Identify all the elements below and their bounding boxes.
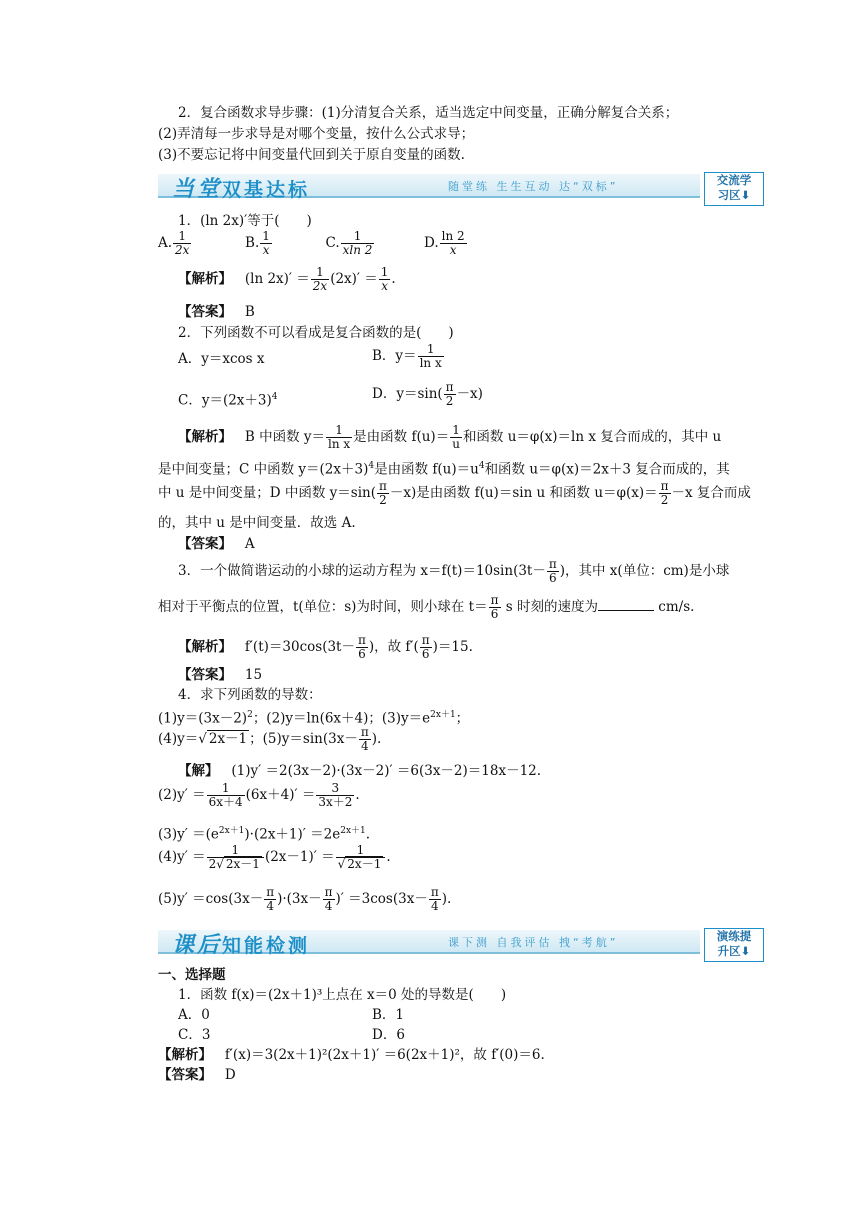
q3-answer: 【答案】 15 (178, 667, 263, 683)
q1-options: A. $\frac{1}{2x}$ B. $\frac{1}{x}$ C. $\frac{1}{xln 2}$ D. $\frac{\ln 2}{x}$ (158, 229, 465, 257)
sec-q1-analysis: 【解析】 f′(x)＝3(2x＋1)²(2x＋1)′ ＝6(2x＋1)²，故 f′(0)＝6. (158, 1047, 545, 1063)
q4-solution-3: $(3)y' =(e^{2x+1})\cdot(2x+1)' =2e^{2x+1}$. (158, 826, 371, 843)
q2-analysis-line-4: 的，其中 u 是中间变量．故选 A. (158, 515, 356, 531)
intro-line-3: (3)不要忘记将中间变量代回到关于原自变量的函数. (158, 147, 465, 163)
q4-solution-2: (2)y′ ＝ $\frac{1}{6x+4}$ (6x＋4)′ ＝ $\frac{3}{3x+2}$ . (158, 781, 360, 809)
section-banner-homework (158, 928, 764, 956)
q3-analysis: 【解析】 f′(t)＝30cos(3t－ $\frac{\pi}{6}$ )，故 f′( $\frac{\pi}{6}$ )＝15. (178, 633, 473, 661)
q2-analysis-line-2: 是中间变量；C 中函数 $y=(2x+3)^4$是由函数 $f(u)=u^4$和函数 u＝φ(x)＝2x＋3 复合而成的，其 (158, 461, 730, 478)
section-heading: 一、选择题 (158, 967, 226, 983)
q4-items-2: (4)y＝√ 2x－1 ；(5)y＝sin(3x－ $\frac{\pi}{4}$ ). (158, 725, 382, 753)
q4-stem: 4．求下列函数的导数： (178, 687, 322, 703)
banner-title: 课后知能检测 (172, 933, 311, 958)
q4-solution-4: (4)y′ ＝ $\frac{1}{2√ 2x-1}$ (2x－1)′ ＝ $\frac{1}{√ 2x-1}$ . (158, 843, 391, 871)
q4-items-1: $(1)y=(3x-2)^2$；(2)y＝ln(6x＋4)；$(3)y=e^{2x+1}$； (158, 710, 470, 727)
q1-answer: 【答案】 B (178, 304, 255, 320)
intro-line-1: 2．复合函数求导步骤：(1)分清复合关系，适当选定中间变量，正确分解复合关系； (178, 105, 679, 121)
sec-q1-option-a: A．0 (178, 1007, 210, 1023)
section-banner-classwork (158, 172, 764, 200)
banner-motto: 课下测 自我评估 拽“考航” (448, 936, 619, 949)
q2-analysis-line-1: 【解析】 B 中函数 y＝ $\frac{1}{\text{ln x}}$ 是由函数 f(u)＝ $\frac{1}{u}$ 和函数 u＝φ(x)＝ln x 复合而成的，其中 u (178, 423, 722, 451)
q2-option-b: B．y＝ $\frac{1}{\text{ln x}}$ (372, 342, 442, 370)
q1-stem: 1．(ln 2x)′等于( ) (178, 213, 312, 229)
q3-stem-line-1: 3．一个做简谐运动的小球的运动方程为 x＝f(t)＝10sin(3t－ $\frac{\pi}{6}$ )，其中 x(单位：cm)是小球 (178, 557, 730, 585)
q2-stem: 2．下列函数不可以看成是复合函数的是( ) (178, 325, 454, 341)
q2-answer: 【答案】 A (178, 536, 255, 552)
sec-q1-option-d: D．6 (372, 1027, 405, 1043)
banner-tag-box[interactable]: 交流学 习区⬇ (704, 172, 764, 206)
q2-analysis-line-3: 中 u 是中间变量；D 中函数 y＝sin( $\frac{\pi}{2}$ －x)是由函数 f(u)＝sin u 和函数 u＝φ(x)＝ $\frac{\pi}{2}$ －x 复合而成 (158, 479, 751, 507)
q4-solution-1: 【解】 (1)y′ ＝2(3x－2)·(3x－2)′ ＝6(3x－2)＝18x－12. (178, 763, 542, 779)
q2-option-d: D．y＝sin( $\frac{\pi}{2}$ －x) (372, 380, 483, 408)
q2-option-c: C．$y=(2x+3)^4$ (178, 392, 278, 409)
q4-solution-5: (5)y′ ＝cos(3x－ $\frac{\pi}{4}$ )·(3x－ $\frac{\pi}{4}$ )′ ＝3cos(3x－ $\frac{\pi}{4}$ ). (158, 885, 452, 913)
q2-option-a: A．y＝xcos x (178, 351, 265, 367)
sec-q1-answer: 【答案】 D (158, 1067, 236, 1083)
sec-q1-option-c: C．3 (178, 1027, 211, 1043)
intro-line-2: (2)弄清每一步求导是对哪个变量，按什么公式求导； (158, 126, 475, 142)
sec-q1-stem: 1．函数 f(x)＝(2x＋1)³上点在 x＝0 处的导数是( ) (178, 987, 507, 1003)
banner-tag-box[interactable]: 演练提 升区⬇ (704, 928, 764, 962)
q3-stem-line-2: 相对于平衡点的位置，t(单位：s)为时间，则小球在 t＝ $\frac{\pi}{6}$ s 时刻的速度为 cm/s. (158, 593, 695, 621)
q1-analysis: 【解析】 (ln 2x)′ ＝ $\frac{1}{2x}$ (2x)′ ＝ $\frac{1}{x}$ . (178, 265, 396, 293)
banner-motto: 随堂练 生生互动 达“双标” (448, 180, 619, 193)
answer-blank[interactable] (598, 598, 654, 611)
banner-title: 当堂双基达标 (172, 177, 311, 202)
sec-q1-option-b: B．1 (372, 1007, 405, 1023)
